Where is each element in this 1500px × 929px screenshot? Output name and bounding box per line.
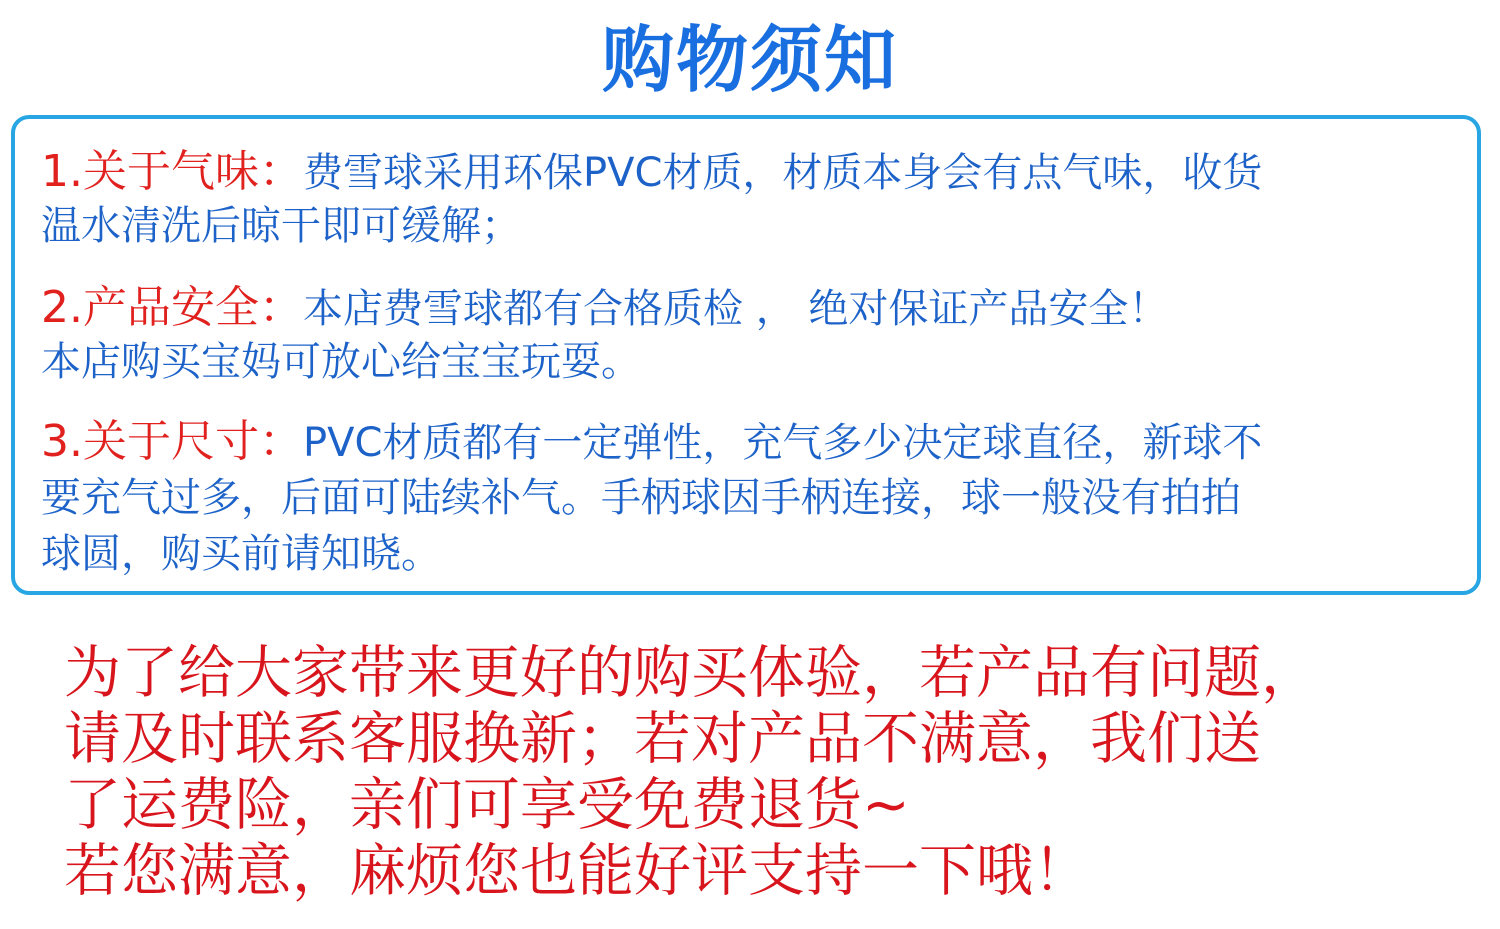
page-title: 购物须知 (601, 18, 898, 102)
notice-text: 本店购买宝妈可放心给宝宝玩耍。 (41, 339, 641, 385)
notice-label: 1.关于气味： (41, 146, 303, 197)
closing-message (64, 640, 1484, 904)
notice-text: 要充气过多，后面可陆续补气。手柄球因手柄连接，球一般没有拍拍 (41, 475, 1241, 521)
notice-line (41, 415, 1471, 471)
notice-text: 本店费雪球都有合格质检 ， 绝对保证产品安全！ (302, 286, 1169, 332)
closing-line: 了运费险，亲们可享受免费退货~ (64, 772, 910, 838)
notice-text: PVC材质都有一定弹性，充气多少决定球直径，新球不 (302, 420, 1263, 466)
notice-label: 3.关于尺寸： (41, 416, 303, 467)
notice-text: 费雪球采用环保PVC材质，材质本身会有点气味，收货 (302, 150, 1263, 196)
notice-text: 球圆，购买前请知晓。 (41, 531, 441, 577)
notice-item-safety (41, 281, 1471, 389)
notice-item-smell (41, 145, 1471, 253)
notice-box (11, 115, 1481, 595)
notice-label: 2.产品安全： (41, 282, 303, 333)
notice-item-size (41, 415, 1471, 583)
notice-line (41, 145, 1471, 199)
notice-line (41, 281, 1471, 335)
notice-text: 温水清洗后晾干即可缓解； (41, 203, 521, 249)
closing-line: 请及时联系客服换新；若对产品不满意，我们送 (64, 706, 1261, 772)
closing-line: 若您满意，麻烦您也能好评支持一下哦！ (64, 838, 1090, 904)
closing-line: 为了给大家带来更好的购买体验，若产品有问题， (64, 640, 1318, 706)
